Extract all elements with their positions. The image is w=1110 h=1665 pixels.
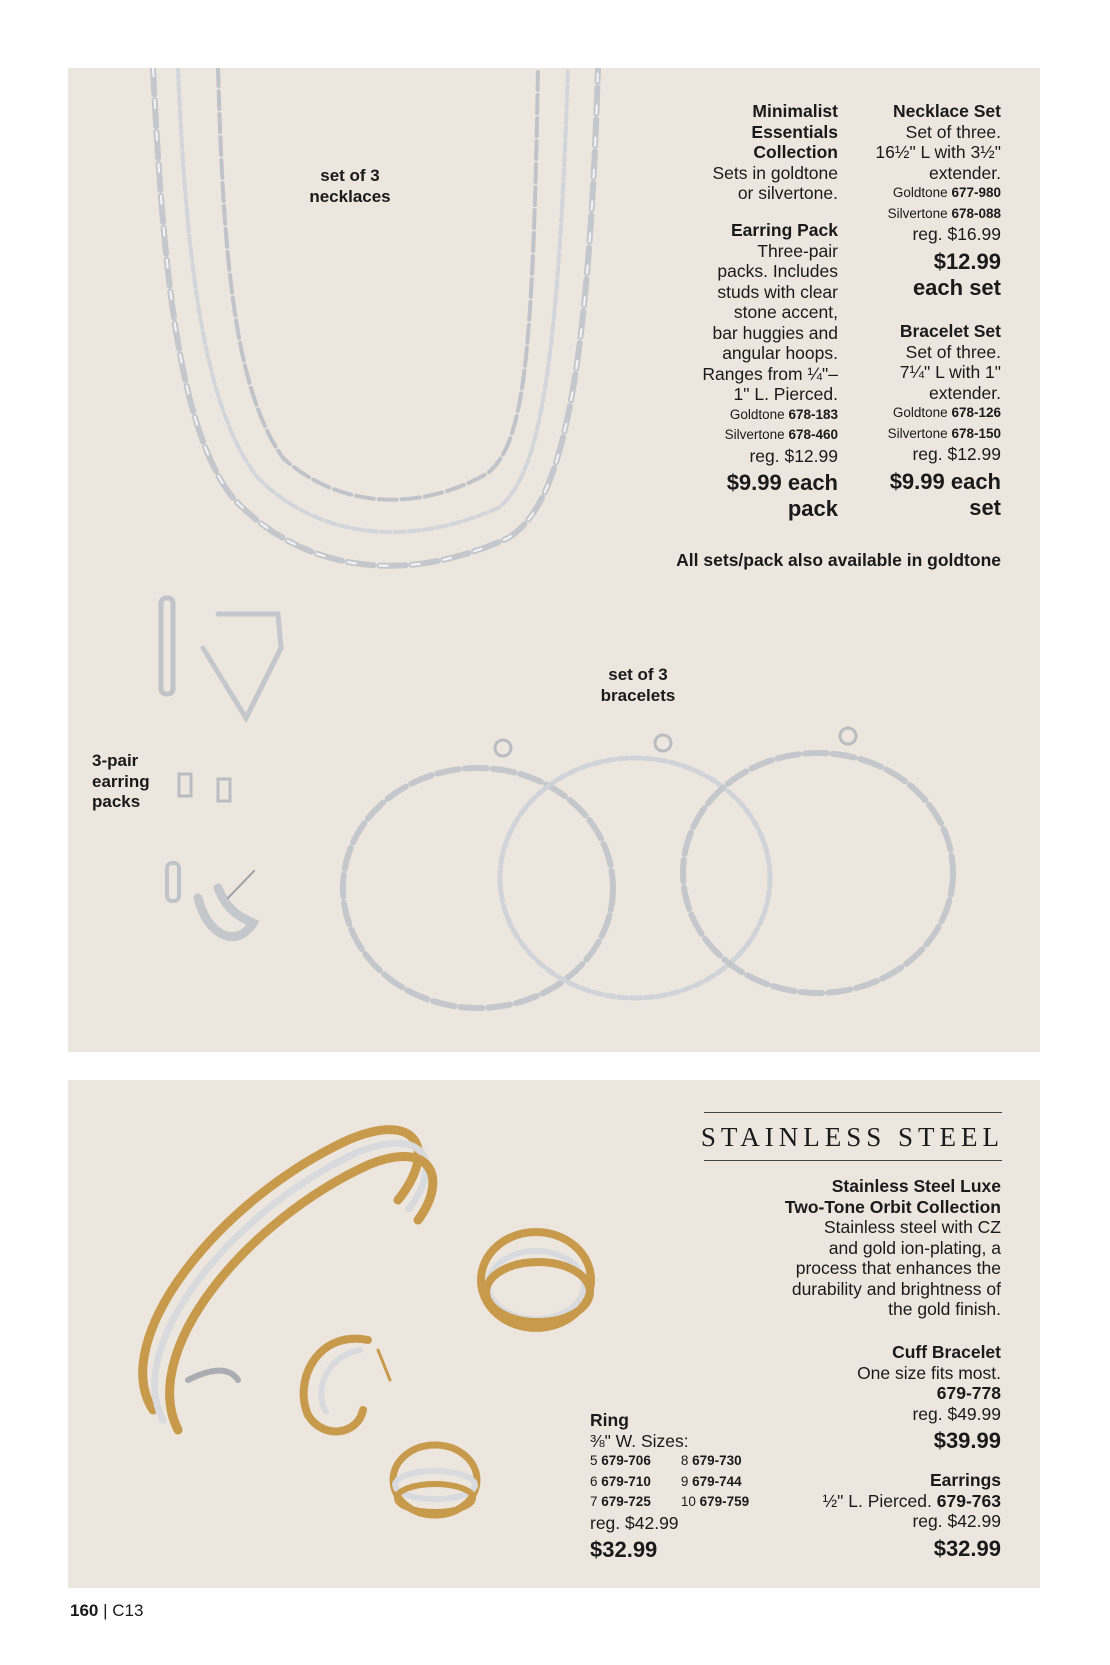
bracelet-set-title: Bracelet Set bbox=[899, 321, 1001, 341]
footer-separator: | bbox=[103, 1601, 108, 1620]
cuff-bracelet bbox=[143, 1130, 419, 1410]
ring-sizes-left: 5 679-706 6 679-710 7 679-725 bbox=[590, 1453, 651, 1509]
bracelet-set-block: Bracelet Set Set of three. 7¼" L with 1" extender. Goldtone 678-126 Silvertone 678-150 reg. $12.99 $9.99 each set bbox=[831, 321, 1001, 521]
earring-caption: 3-pair earring packs bbox=[92, 751, 150, 811]
bracelet-left bbox=[343, 768, 613, 1008]
bracelet-caption: set of 3 bracelets bbox=[600, 665, 676, 705]
minimalist-collection-block: Minimalist Essentials Collection Sets in goldtone or silvertone. bbox=[712, 101, 838, 203]
ring-block: Ring ⅜" W. Sizes: 5 679-706 6 679-710 7 679-725 8 679-730 9 679-744 10 679-759 reg. $42.99 $32.99 bbox=[590, 1410, 750, 1562]
availability-note: All sets/pack also available in goldtone bbox=[676, 550, 1001, 570]
earring-stud-right bbox=[218, 779, 230, 801]
section-code: C13 bbox=[112, 1601, 144, 1620]
necklace-inner bbox=[218, 68, 538, 500]
necklace-set-title: Necklace Set bbox=[893, 101, 1001, 121]
earring-stud-left bbox=[179, 774, 191, 796]
heading-rule-bottom bbox=[704, 1160, 1002, 1161]
earring-pack-title: Earring Pack bbox=[731, 220, 838, 240]
stainless-steel-heading: STAINLESS STEEL bbox=[700, 1122, 1004, 1152]
earring-bar-huggie bbox=[161, 598, 173, 694]
page-number: 160 bbox=[70, 1601, 99, 1620]
cuff-bracelet-block: Cuff Bracelet One size fits most. 679-778 reg. $49.99 $39.99 bbox=[857, 1342, 1001, 1453]
page-footer bbox=[70, 1601, 143, 1621]
earring-small-huggie bbox=[167, 863, 179, 901]
earring-pack-block: Earring Pack Three-pair packs. Includes studs with clear stone accent, bar huggies and angular hoops. Ranges from ¼"– 1" L. Pierced. Goldtone 678-183 Silvertone 678-460 reg. $12.99 $9.99 each pack bbox=[618, 220, 838, 522]
earrings-block: Earrings ½" L. Pierced. 679-763 reg. $42.99 $32.99 bbox=[822, 1470, 1001, 1561]
necklace-set-block: Necklace Set Set of three. 16½" L with 3½" extender. Goldtone 677-980 Silvertone 678-088 reg. $16.99 $12.99 each set bbox=[831, 101, 1001, 301]
bracelet-right bbox=[683, 753, 953, 993]
ring-sizes-right: 8 679-730 9 679-744 10 679-759 bbox=[680, 1453, 750, 1509]
earring-crescent-hoop bbox=[198, 888, 253, 937]
necklace-middle bbox=[178, 68, 568, 532]
silvertone-jewelry-panel bbox=[68, 68, 1040, 1052]
stainless-steel-panel bbox=[68, 1080, 1040, 1588]
necklace-caption: set of 3 necklaces bbox=[309, 166, 391, 206]
collection-block: Stainless Steel Luxe Two-Tone Orbit Collection Stainless steel with CZ and gold ion-plating, a process that enhances the durability and brightness of the gold finish. bbox=[784, 1176, 1001, 1319]
heading-rule-top bbox=[704, 1112, 1002, 1113]
earring-angular-hoop bbox=[203, 614, 281, 718]
